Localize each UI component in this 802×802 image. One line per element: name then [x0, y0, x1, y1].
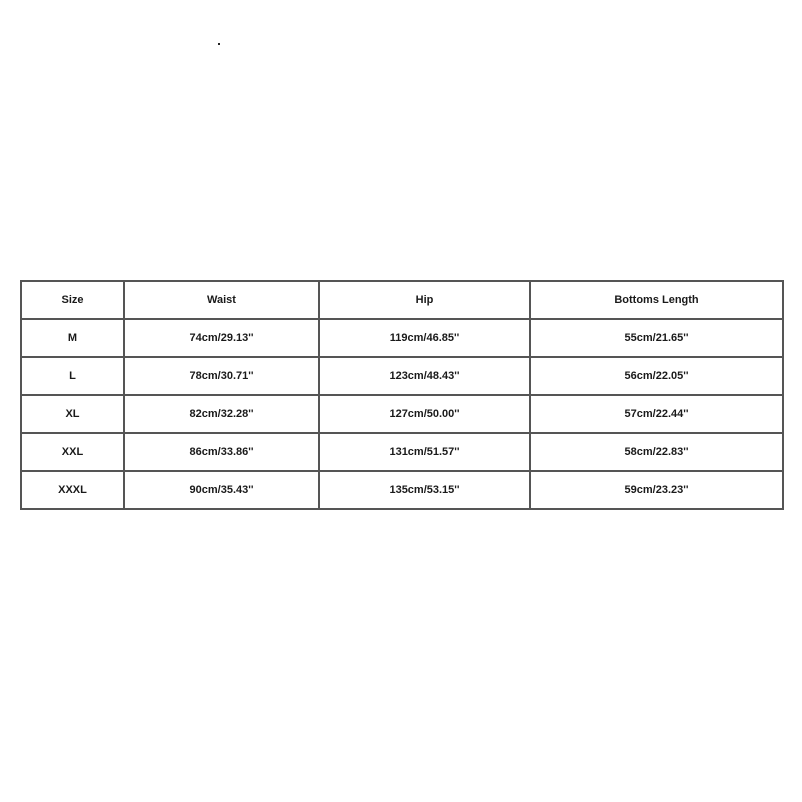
cell-hip: 131cm/51.57'' — [319, 433, 530, 471]
header-row — [21, 281, 783, 319]
cell-waist: 78cm/30.71'' — [124, 357, 319, 395]
cell-size: XXXL — [21, 471, 124, 509]
header-bottoms-length: Bottoms Length — [530, 281, 783, 319]
cell-size: L — [21, 357, 124, 395]
cell-hip: 127cm/50.00'' — [319, 395, 530, 433]
header-size: Size — [21, 281, 124, 319]
cell-hip: 135cm/53.15'' — [319, 471, 530, 509]
cell-waist: 82cm/32.28'' — [124, 395, 319, 433]
cell-hip: 119cm/46.85'' — [319, 319, 530, 357]
cell-hip: 123cm/48.43'' — [319, 357, 530, 395]
cell-bottoms-length: 58cm/22.83'' — [530, 433, 783, 471]
cell-waist: 90cm/35.43'' — [124, 471, 319, 509]
cell-waist: 74cm/29.13'' — [124, 319, 319, 357]
table-row — [21, 433, 783, 471]
cell-size: XL — [21, 395, 124, 433]
stray-dot — [218, 43, 220, 45]
header-hip: Hip — [319, 281, 530, 319]
table-row — [21, 395, 783, 433]
table-row — [21, 471, 783, 509]
cell-bottoms-length: 55cm/21.65'' — [530, 319, 783, 357]
cell-bottoms-length: 57cm/22.44'' — [530, 395, 783, 433]
table-row — [21, 319, 783, 357]
cell-size: XXL — [21, 433, 124, 471]
cell-waist: 86cm/33.86'' — [124, 433, 319, 471]
size-chart-table — [20, 280, 784, 510]
header-waist: Waist — [124, 281, 319, 319]
cell-bottoms-length: 56cm/22.05'' — [530, 357, 783, 395]
table-row — [21, 357, 783, 395]
cell-size: M — [21, 319, 124, 357]
cell-bottoms-length: 59cm/23.23'' — [530, 471, 783, 509]
